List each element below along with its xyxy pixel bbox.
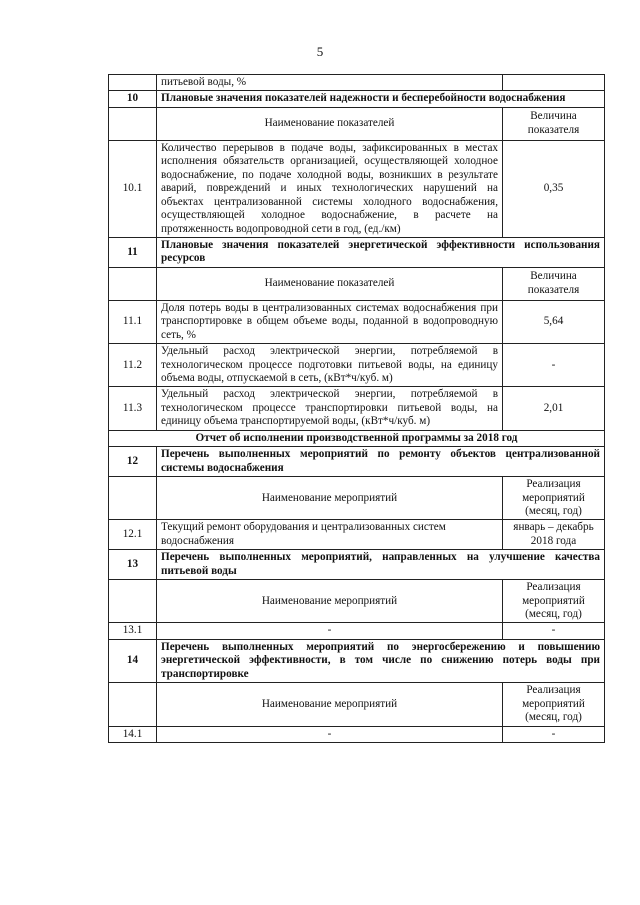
column-header-value: Величина показателя — [503, 267, 605, 300]
row-text: Удельный расход электрической энергии, потребляемой в технологическом процессе транспортировки питьевой воды, на единицу объема транспортируемой воды, (кВт*ч/куб. м) — [157, 387, 503, 430]
indicators-table — [108, 74, 605, 743]
section-header-12 — [109, 447, 605, 477]
column-header-row — [109, 477, 605, 520]
row-number: 12.1 — [109, 520, 157, 550]
section-number: 10 — [109, 91, 157, 107]
row-number: 14.1 — [109, 726, 157, 742]
column-header-row — [109, 580, 605, 623]
column-header-name: Наименование мероприятий — [157, 683, 503, 726]
row-number: 11.1 — [109, 300, 157, 343]
section-number: 12 — [109, 447, 157, 477]
section-title: Плановые значения показателей энергетической эффективности использования ресурсов — [157, 237, 605, 267]
row-text: Удельный расход электрической энергии, потребляемой в технологическом процессе подготовки питьевой воды, на единицу объема воды, отпускаемой в сеть, (кВт*ч/куб. м) — [157, 344, 503, 387]
section-number: 14 — [109, 639, 157, 682]
section-title: Перечень выполненных мероприятий по энергосбережению и повышению энергетической эффективности, в том числе по снижению потерь воды при транспортировке — [157, 639, 605, 682]
row-value: - — [503, 344, 605, 387]
column-header-value: Реализация мероприятий (месяц, год) — [503, 683, 605, 726]
row-number: 11.3 — [109, 387, 157, 430]
section-header-13 — [109, 550, 605, 580]
section-title: Перечень выполненных мероприятий по ремонту объектов централизованной системы водоснабжения — [157, 447, 605, 477]
row-text: Количество перерывов в подаче воды, зафиксированных в местах исполнения обязательств организацией, осуществляющей холодное водоснабжение, по подаче холодной воды, возникших в результате аварий, повреждений и иных технологических нарушений на объектах централизованной системы холодного водоснабжения, осуществляющей холодное водоснабжение, в расчете на протяженность водопроводной сети в год, (ед./км) — [157, 140, 503, 237]
table-row — [109, 520, 605, 550]
row-value: 5,64 — [503, 300, 605, 343]
table-row — [109, 300, 605, 343]
column-header-row — [109, 107, 605, 140]
section-header-10 — [109, 91, 605, 107]
table-row — [109, 140, 605, 237]
column-header-value: Реализация мероприятий (месяц, год) — [503, 580, 605, 623]
column-header-row — [109, 683, 605, 726]
column-header-name: Наименование показателей — [157, 267, 503, 300]
table-row — [109, 726, 605, 742]
section-title: Перечень выполненных мероприятий, направленных на улучшение качества питьевой воды — [157, 550, 605, 580]
row-value: 2,01 — [503, 387, 605, 430]
section-header-14 — [109, 639, 605, 682]
row-number-cell — [109, 75, 157, 91]
column-header-name: Наименование показателей — [157, 107, 503, 140]
table-row — [109, 344, 605, 387]
row-value: - — [503, 623, 605, 639]
table-row — [109, 623, 605, 639]
row-value: 0,35 — [503, 140, 605, 237]
row-text: - — [157, 726, 503, 742]
row-text: Доля потерь воды в централизованных системах водоснабжения при транспортировке в общем объеме воды, поданной в водопроводную сеть, % — [157, 300, 503, 343]
continuation-row — [109, 75, 605, 91]
column-header-name: Наименование мероприятий — [157, 477, 503, 520]
report-heading-row — [109, 430, 605, 446]
section-title: Плановые значения показателей надежности и бесперебойности водоснабжения — [157, 91, 605, 107]
section-number: 11 — [109, 237, 157, 267]
row-text: питьевой воды, % — [157, 75, 503, 91]
column-header-value: Реализация мероприятий (месяц, год) — [503, 477, 605, 520]
row-number: 10.1 — [109, 140, 157, 237]
row-number: 11.2 — [109, 344, 157, 387]
table-row — [109, 387, 605, 430]
column-header-row — [109, 267, 605, 300]
row-text: Текущий ремонт оборудования и централизованных систем водоснабжения — [157, 520, 503, 550]
row-value: - — [503, 726, 605, 742]
section-number: 13 — [109, 550, 157, 580]
row-value — [503, 75, 605, 91]
column-header-name: Наименование мероприятий — [157, 580, 503, 623]
row-number: 13.1 — [109, 623, 157, 639]
row-text: - — [157, 623, 503, 639]
section-header-11 — [109, 237, 605, 267]
column-header-value: Величина показателя — [503, 107, 605, 140]
row-value: январь – декабрь 2018 года — [503, 520, 605, 550]
page-number: 5 — [316, 44, 324, 59]
report-heading: Отчет об исполнении производственной программы за 2018 год — [109, 430, 605, 446]
